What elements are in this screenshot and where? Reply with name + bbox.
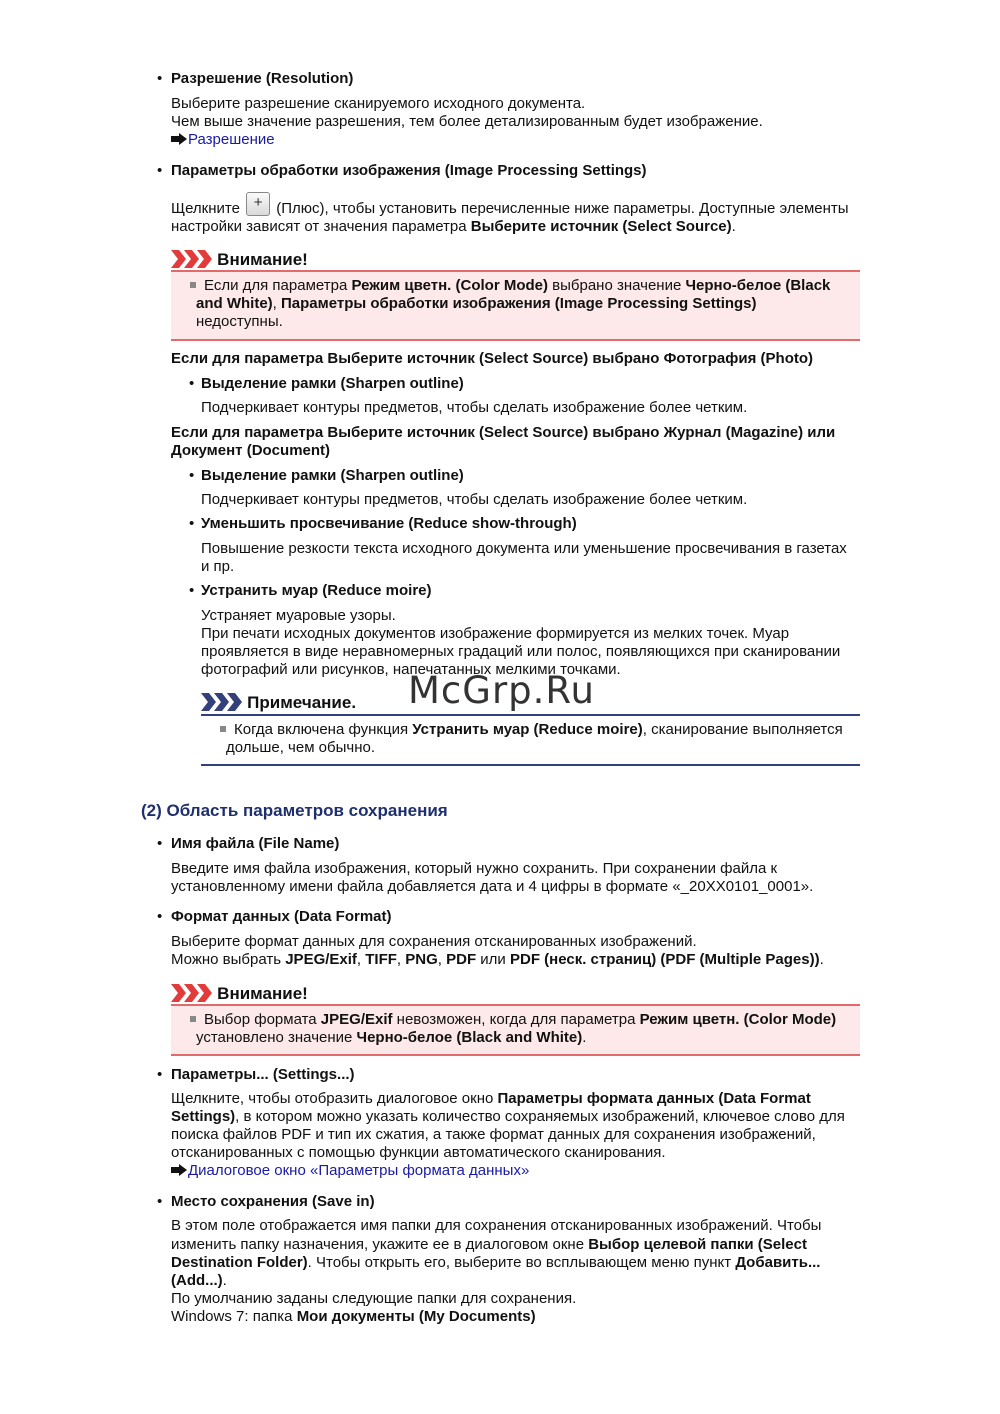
- resolution-line1: Выберите разрешение сканируемого исходного документа.: [171, 95, 586, 112]
- note1-line2: дольше, чем обычно.: [226, 739, 376, 756]
- settings-line4: отсканированных с помощью функции автоматического сканирования.: [171, 1144, 666, 1161]
- resolution-link-row[interactable]: [171, 131, 275, 150]
- mag-moire-line4: фотографий или рисунков, напечатанных мелкими точками.: [201, 661, 621, 678]
- magazine-heading-2: Документ (Document): [171, 442, 331, 459]
- settings-link-row[interactable]: [171, 1162, 529, 1181]
- note-header: Примечание.: [201, 693, 356, 714]
- savein-line2: изменить папку назначения, укажите ее в диалоговом окне Выбор целевой папки (Select: [171, 1236, 807, 1253]
- mag-moire-line3: проявляется в виде неравномерных градаций или полос, появляющихся при сканировании: [201, 643, 841, 660]
- resolution-line2: Чем выше значение разрешения, тем более детализированным будет изображение.: [171, 113, 763, 130]
- savein-line6: Windows 7: папка Мои документы (My Documents): [171, 1308, 536, 1325]
- caution2-line2: установлено значение Черно-белое (Black and White).: [196, 1029, 587, 1046]
- square-bullet-icon: [190, 1016, 196, 1022]
- caution-header: Внимание!: [171, 250, 308, 271]
- format-line2: Можно выбрать JPEG/Exif, TIFF, PNG, PDF или PDF (неск. страниц) (PDF (Multiple Pages)).: [171, 951, 824, 968]
- mag-moire-line2: При печати исходных документов изображение формируется из мелких точек. Муар: [201, 625, 790, 642]
- settings-line1: Щелкните, чтобы отобразить диалоговое окно Параметры формата данных (Data Format: [171, 1090, 811, 1107]
- ips-line1: Щелкните + (Плюс), чтобы установить перечисленные ниже параметры. Доступные элементы: [171, 194, 849, 217]
- mag-sharpen-title: Выделение рамки (Sharpen outline): [201, 467, 464, 484]
- watermark: McGrp.Ru: [408, 669, 595, 712]
- photo-sharpen-text: Подчеркивает контуры предметов, чтобы сделать изображение более четким.: [201, 399, 748, 416]
- magazine-heading-1: Если для параметра Выберите источник (Select Source) выбрано Журнал (Magazine) или: [171, 424, 836, 441]
- settings-link[interactable]: Диалоговое окно «Параметры формата данных»: [188, 1162, 530, 1179]
- note-chevrons-icon: [201, 693, 243, 711]
- caution-header: Внимание!: [171, 984, 308, 1005]
- savein-title: Место сохранения (Save in): [171, 1193, 375, 1210]
- ips-title: Параметры обработки изображения (Image Processing Settings): [171, 162, 647, 179]
- caution-chevrons-icon: [171, 984, 213, 1002]
- filename-line2: установленному имени файла добавляется дата и 4 цифры в формате «_20XX0101_0001».: [171, 878, 814, 895]
- photo-heading: Если для параметра Выберите источник (Select Source) выбрано Фотография (Photo): [171, 350, 814, 367]
- caution1-line2: and White), Параметры обработки изображения (Image Processing Settings): [196, 295, 757, 312]
- bullet: •: [157, 835, 163, 852]
- format-line1: Выберите формат данных для сохранения отсканированных изображений.: [171, 933, 697, 950]
- mag-sharpen-text: Подчеркивает контуры предметов, чтобы сделать изображение более четким.: [201, 491, 748, 508]
- settings-title: Параметры... (Settings...): [171, 1066, 355, 1083]
- photo-sharpen-title: Выделение рамки (Sharpen outline): [201, 375, 464, 392]
- mag-moire-line1: Устраняет муаровые узоры.: [201, 607, 396, 624]
- note1-line1: Когда включена функция Устранить муар (Reduce moire), сканирование выполняется: [220, 721, 843, 740]
- mag-reduce-line2: и пр.: [201, 558, 235, 575]
- settings-line2: Settings), в котором можно указать количество сохраняемых изображений, ключевое слово для: [171, 1108, 845, 1125]
- bullet: •: [189, 467, 195, 484]
- caution-chevrons-icon: [171, 250, 213, 268]
- section-heading: (2) Область параметров сохранения: [141, 801, 448, 820]
- bullet: •: [157, 70, 163, 87]
- bullet: •: [157, 1193, 163, 1210]
- caution1-line1: Если для параметра Режим цветн. (Color Mode) выбрано значение Черно-белое (Black: [190, 277, 830, 296]
- arrow-right-icon: [171, 133, 187, 145]
- filename-title: Имя файла (File Name): [171, 835, 340, 852]
- ips-line2: настройки зависят от значения параметра Выберите источник (Select Source).: [171, 218, 736, 235]
- mag-moire-title: Устранить муар (Reduce moire): [201, 582, 432, 599]
- savein-line1: В этом поле отображается имя папки для сохранения отсканированных изображений. Чтобы: [171, 1217, 822, 1234]
- mag-reduce-title: Уменьшить просвечивание (Reduce show-through): [201, 515, 577, 532]
- square-bullet-icon: [190, 282, 196, 288]
- bullet: •: [157, 162, 163, 179]
- filename-line1: Введите имя файла изображения, который нужно сохранить. При сохранении файла к: [171, 860, 778, 877]
- resolution-link[interactable]: Разрешение: [188, 131, 275, 148]
- savein-line5: По умолчанию заданы следующие папки для сохранения.: [171, 1290, 577, 1307]
- plus-button[interactable]: +: [246, 192, 270, 216]
- square-bullet-icon: [220, 726, 226, 732]
- mag-reduce-line1: Повышение резкости текста исходного документа или уменьшение просвечивания в газетах: [201, 540, 847, 557]
- bullet: •: [189, 582, 195, 599]
- caution1-line3: недоступны.: [196, 313, 283, 330]
- savein-line3: Destination Folder). Чтобы открыть его, выберите во всплывающем меню пункт Добавить...: [171, 1254, 821, 1271]
- bullet: •: [157, 1066, 163, 1083]
- bullet: •: [189, 515, 195, 532]
- settings-line3: поиска файлов PDF и тип их сжатия, а также формат данных для сохранения изображений,: [171, 1126, 816, 1143]
- bullet: •: [157, 908, 163, 925]
- savein-line4: (Add...).: [171, 1272, 227, 1289]
- format-title: Формат данных (Data Format): [171, 908, 392, 925]
- resolution-title: Разрешение (Resolution): [171, 70, 354, 87]
- caution2-line1: Выбор формата JPEG/Exif невозможен, когда для параметра Режим цветн. (Color Mode): [190, 1011, 836, 1030]
- bullet: •: [189, 375, 195, 392]
- arrow-right-icon: [171, 1164, 187, 1176]
